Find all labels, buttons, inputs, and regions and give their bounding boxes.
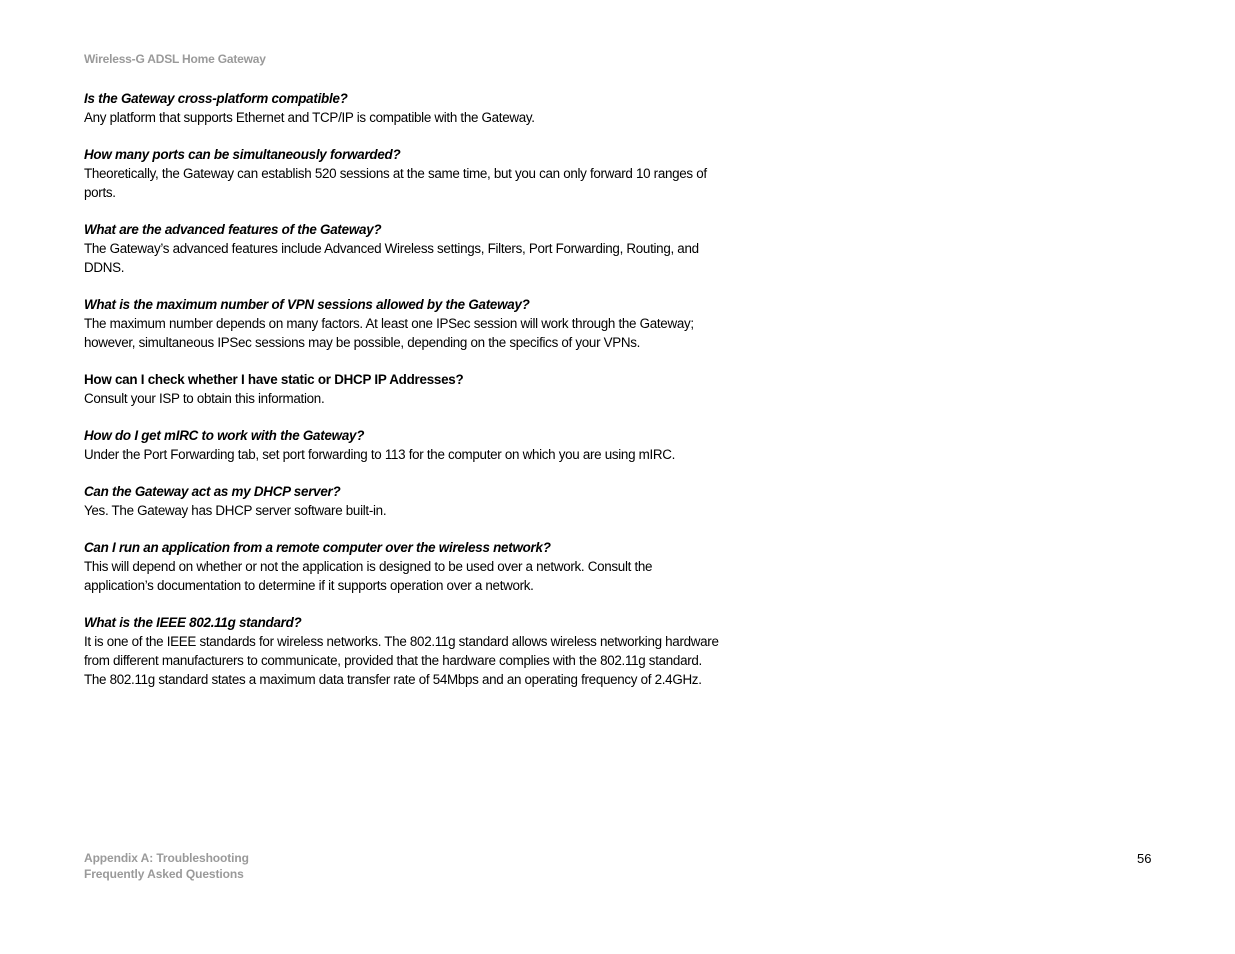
faq-item: [84, 89, 764, 127]
footer-section-title: Appendix A: Troubleshooting: [84, 851, 249, 865]
faq-question: How do I get mIRC to work with the Gateway?: [84, 428, 365, 443]
faq-question: How can I check whether I have static or DHCP IP Addresses?: [84, 372, 464, 387]
faq-item: [84, 482, 764, 520]
faq-list: [84, 89, 764, 707]
faq-item: [84, 538, 764, 595]
faq-answer-line: Consult your ISP to obtain this information.: [84, 391, 325, 406]
faq-answer-line: The 802.11g standard states a maximum data transfer rate of 54Mbps and an operating frequency of 2.4GHz.: [84, 672, 702, 687]
faq-answer-line: DDNS.: [84, 260, 125, 275]
page-number: 56: [1137, 851, 1152, 866]
faq-answer-line: however, simultaneous IPSec sessions may be possible, depending on the specifics of your VPNs.: [84, 335, 641, 350]
faq-question: Can the Gateway act as my DHCP server?: [84, 484, 341, 499]
faq-question: What are the advanced features of the Gateway?: [84, 222, 382, 237]
footer-section-info: [84, 850, 249, 882]
faq-item: [84, 426, 764, 464]
faq-answer-line: It is one of the IEEE standards for wireless networks. The 802.11g standard allows wireless networking hardware: [84, 634, 719, 649]
faq-question: What is the maximum number of VPN sessions allowed by the Gateway?: [84, 297, 530, 312]
faq-answer-line: ports.: [84, 185, 116, 200]
faq-item: [84, 295, 764, 352]
faq-item: [84, 220, 764, 277]
document-header-title: Wireless-G ADSL Home Gateway: [84, 52, 266, 66]
faq-answer-line: from different manufacturers to communicate, provided that the hardware complies with the 802.11g standard.: [84, 653, 702, 668]
faq-question: How many ports can be simultaneously forwarded?: [84, 147, 401, 162]
faq-answer-line: application’s documentation to determine if it supports operation over a network.: [84, 578, 534, 593]
faq-answer-line: Any platform that supports Ethernet and TCP/IP is compatible with the Gateway.: [84, 110, 535, 125]
footer-subsection-title: Frequently Asked Questions: [84, 867, 244, 881]
faq-question: Is the Gateway cross-platform compatible?: [84, 91, 348, 106]
faq-answer-line: Under the Port Forwarding tab, set port forwarding to 113 for the computer on which you are using mIRC.: [84, 447, 676, 462]
faq-item: [84, 613, 764, 689]
faq-answer-line: The maximum number depends on many factors. At least one IPSec session will work through the Gateway;: [84, 316, 694, 331]
faq-item: [84, 370, 764, 408]
faq-answer-line: Yes. The Gateway has DHCP server software built-in.: [84, 503, 387, 518]
faq-answer-line: This will depend on whether or not the application is designed to be used over a network. Consult the: [84, 559, 653, 574]
faq-answer-line: Theoretically, the Gateway can establish 520 sessions at the same time, but you can only forward 10 ranges of: [84, 166, 707, 181]
faq-answer-line: The Gateway’s advanced features include Advanced Wireless settings, Filters, Port Forwarding, Routing, and: [84, 241, 699, 256]
faq-item: [84, 145, 764, 202]
faq-question: What is the IEEE 802.11g standard?: [84, 615, 302, 630]
faq-question: Can I run an application from a remote computer over the wireless network?: [84, 540, 551, 555]
